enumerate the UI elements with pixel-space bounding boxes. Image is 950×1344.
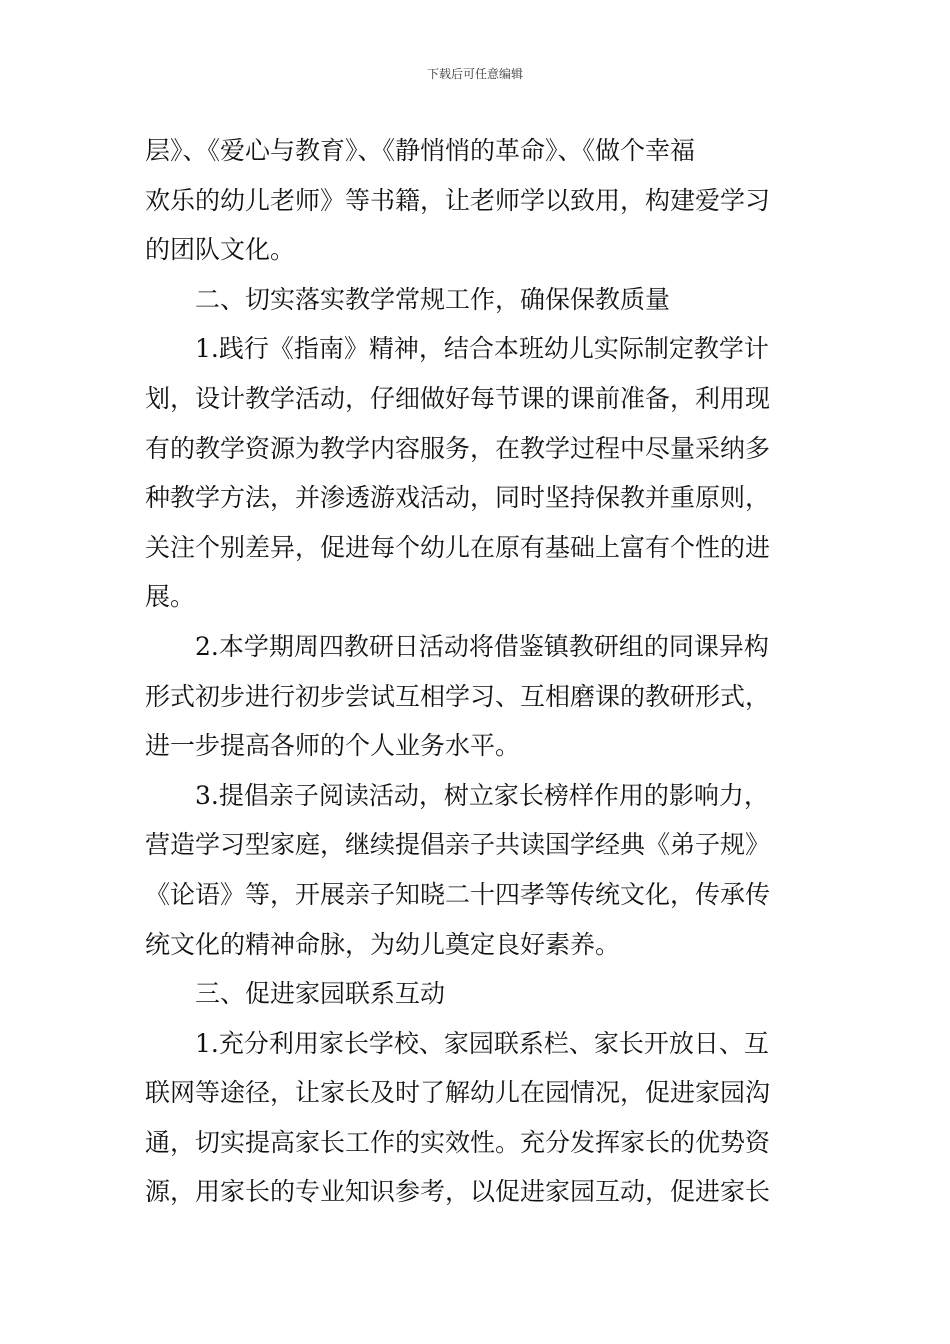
paragraph-line: 通，切实提高家长工作的实效性。充分发挥家长的优势资 <box>145 1127 771 1157</box>
paragraph-line: 的团队文化。 <box>145 235 296 265</box>
paragraph-line: 2.本学期周四教研日活动将借鉴镇教研组的同课异构 <box>195 631 769 661</box>
paragraph-line: 3.提倡亲子阅读活动，树立家长榜样作用的影响力， <box>195 780 769 810</box>
document-body <box>145 126 807 1217</box>
paragraph-line: 三、促进家园联系互动 <box>195 979 446 1009</box>
paragraph-line: 源，用家长的专业知识参考，以促进家园互动，促进家长 <box>145 1177 771 1207</box>
paragraph-line: 关注个别差异，促进每个幼儿在原有基础上富有个性的进 <box>145 532 771 562</box>
paragraph <box>145 126 807 275</box>
paragraph-line: 欢乐的幼儿老师》等书籍，让老师学以致用，构建爱学习 <box>145 185 771 215</box>
paragraph-line: 1.践行《指南》精神，结合本班幼儿实际制定教学计 <box>195 334 769 364</box>
paragraph-line: 二、切实落实教学常规工作，确保保教质量 <box>195 284 671 314</box>
page-header: 下载后可任意编辑 <box>426 67 523 81</box>
paragraph <box>145 1019 807 1217</box>
paragraph-line: 营造学习型家庭，继续提倡亲子共读国学经典《弟子规》 <box>145 830 771 860</box>
paragraph <box>145 324 807 622</box>
paragraph-line: 展。 <box>145 582 196 612</box>
paragraph-line: 有的教学资源为教学内容服务，在教学过程中尽量采纳多 <box>145 433 771 463</box>
paragraph-line: 形式初步进行初步尝试互相学习、互相磨课的教研形式， <box>145 681 771 711</box>
paragraph <box>145 622 807 771</box>
paragraph <box>145 969 807 1019</box>
paragraph-line: 划，设计教学活动，仔细做好每节课的课前准备，利用现 <box>145 383 771 413</box>
paragraph-line: 联网等途径，让家长及时了解幼儿在园情况，促进家园沟 <box>145 1078 771 1108</box>
paragraph-line: 统文化的精神命脉，为幼儿奠定良好素养。 <box>145 929 621 959</box>
paragraph <box>145 771 807 969</box>
paragraph-line: 《论语》等，开展亲子知晓二十四孝等传统文化，传承传 <box>145 879 771 909</box>
paragraph <box>145 275 807 325</box>
paragraph-line: 进一步提高各师的个人业务水平。 <box>145 731 521 761</box>
paragraph-line: 1.充分利用家长学校、家园联系栏、家长开放日、互 <box>195 1028 769 1058</box>
paragraph-line: 层》、《爱心与教育》、《静悄悄的革命》、《做个幸福 <box>145 136 696 165</box>
paragraph-line: 种教学方法，并渗透游戏活动，同时坚持保教并重原则， <box>145 483 771 513</box>
